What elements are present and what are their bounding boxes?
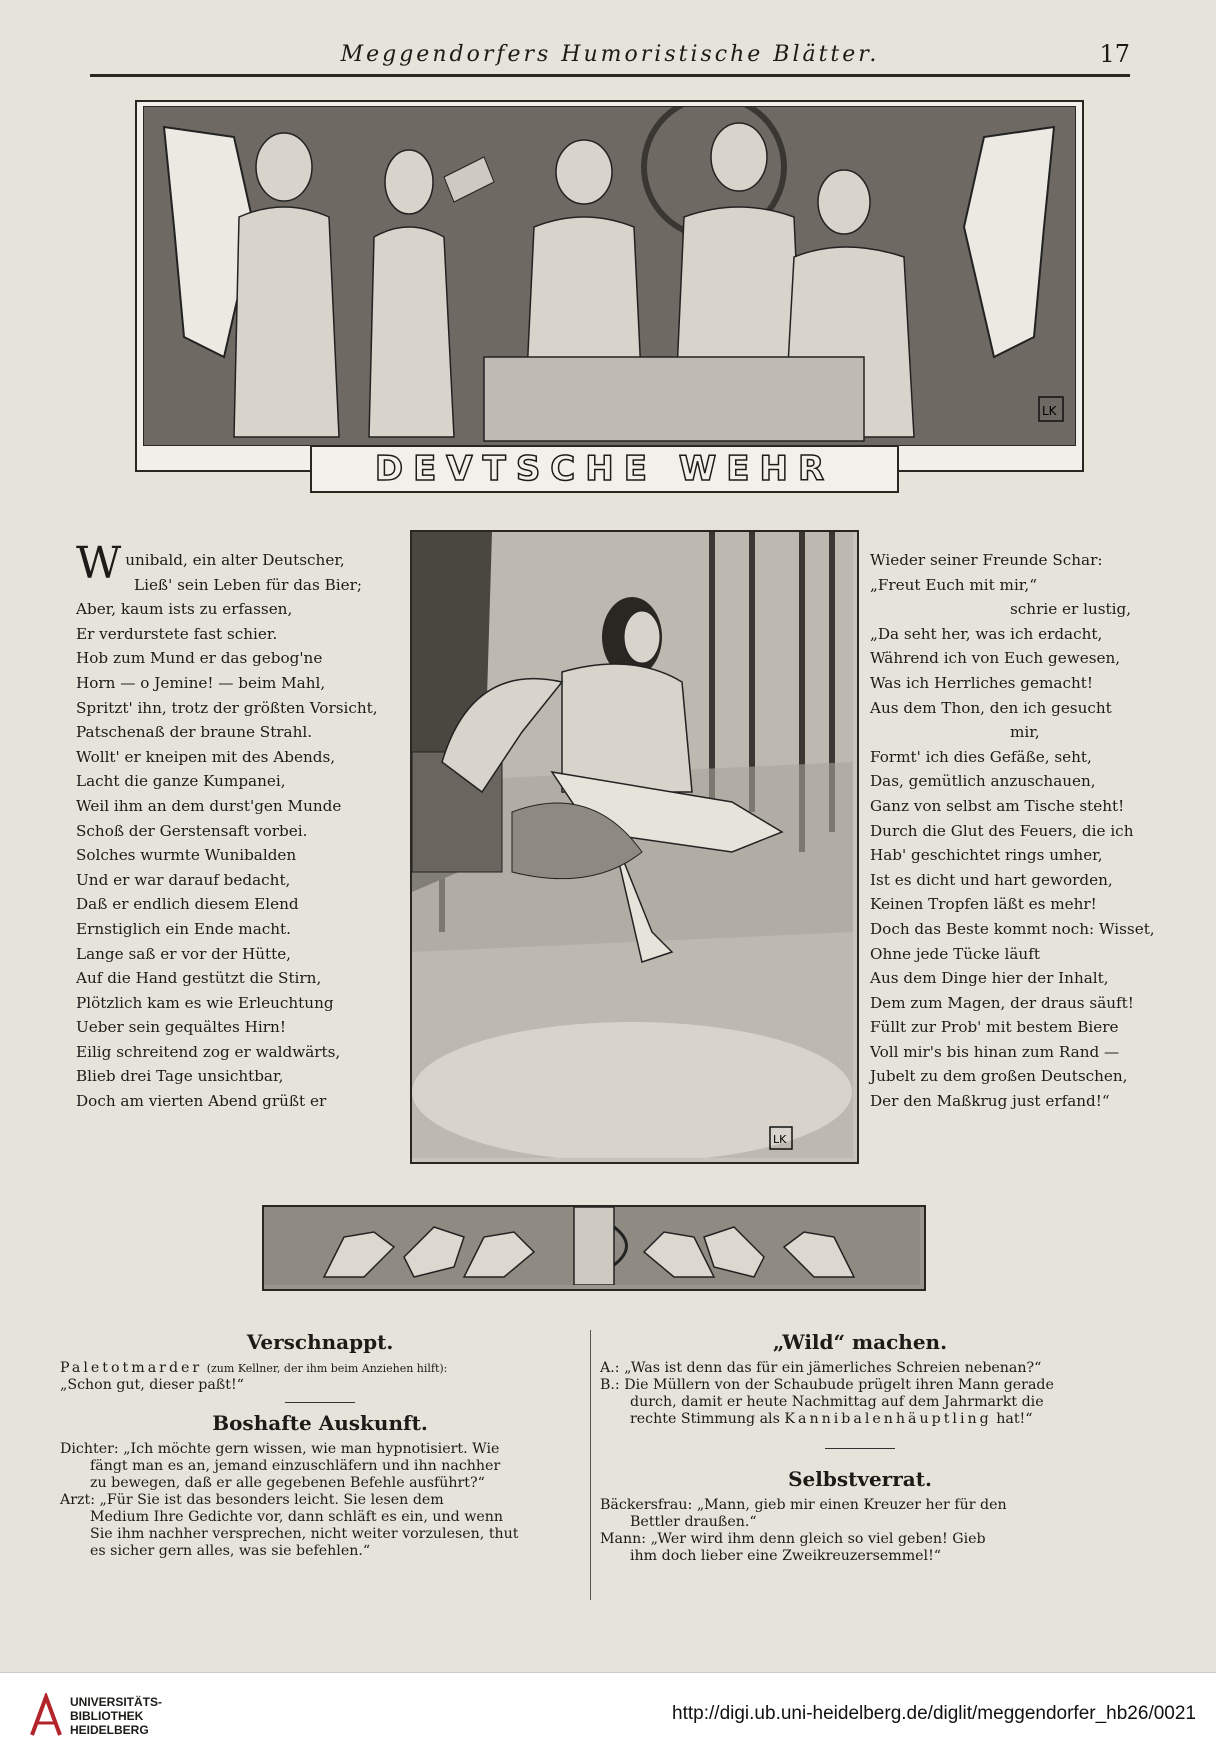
- title-plate: [310, 445, 899, 493]
- poem-line: Aus dem Dinge hier der Inhalt,: [870, 969, 1109, 988]
- poem-line: Spritzt' ihn, trotz der größten Vorsicht,: [76, 698, 378, 717]
- poem-line: Jubelt zu dem großen Deutschen,: [870, 1067, 1128, 1086]
- column-divider: [590, 1330, 591, 1600]
- poem-line: Ernstiglich ein Ende macht.: [76, 919, 291, 938]
- poem-line: Wollt' er kneipen mit des Abends,: [76, 747, 336, 766]
- poem-line: Voll mir's bis hinan zum Rand —: [870, 1042, 1120, 1061]
- divider: [285, 1402, 355, 1403]
- hands-mug-vignette: [262, 1205, 926, 1291]
- banner-illustration: [135, 100, 1084, 472]
- poem-line: Hob zum Mund er das gebog'ne: [76, 649, 323, 668]
- poem-line: Der den Maßkrug just erfand!“: [870, 1092, 1110, 1111]
- poem-line: Während ich von Euch gewesen,: [870, 649, 1121, 668]
- header-rule: [90, 74, 1130, 77]
- poem-line: Er verdurstete fast schier.: [76, 624, 278, 643]
- jokes-column-right: [600, 1330, 1120, 1565]
- poem-line: Durch die Glut des Feuers, die ich: [870, 821, 1134, 840]
- page-number: 17: [1099, 40, 1130, 68]
- poem-line: Daß er endlich diesem Elend: [76, 895, 299, 914]
- poem-line: Blieb drei Tage unsichtbar,: [76, 1067, 284, 1086]
- poem-line: Schoß der Gerstensaft vorbei.: [76, 821, 308, 840]
- poem-line: „Da seht her, was ich erdacht,: [870, 624, 1103, 643]
- poem-line: Doch am vierten Abend grüßt er: [76, 1092, 327, 1111]
- drinking-men-illustration: [144, 107, 1075, 445]
- poem-line: Lange saß er vor der Hütte,: [76, 944, 292, 963]
- banner-monogram: LK: [1042, 404, 1057, 418]
- joke-selbstverrat: Bäckersfrau: „Mann, gieb mir einen Kreuzer her für den Bettler draußen.“ Mann: „Wer wird ihm denn gleich so viel geben! Gieb ihm doch lieber eine Zweikreuzersemmel!“: [600, 1497, 1007, 1564]
- thinking-man-illustration: [412, 532, 853, 1158]
- library-logo-icon: [28, 1693, 64, 1739]
- header-title: Meggendorfers Humoristische Blätter.: [340, 42, 880, 67]
- poem-line: Patschenaß der braune Strahl.: [76, 723, 313, 742]
- poem-line: Ganz von selbst am Tische steht!: [870, 796, 1125, 815]
- joke-boshafte: Dichter: „Ich möchte gern wissen, wie man hypnotisiert. Wie fängt man es an, jemand einzuschläfern und ihn nachher zu bewegen, daß er alle gegebenen Befehle ausführt?“ Arzt: „Für Sie ist das besonders leicht. Sie lesen dem Medium Ihre Gedichte vor, dann schläft es ein, und wenn Sie ihm nachher versprechen, nicht weiter vorzulesen, thut es sicher gern alles, was sie befehlen.“: [60, 1441, 519, 1559]
- poem-line: Auf die Hand gestützt die Stirn,: [76, 969, 322, 988]
- joke-verschnappt: Paletotmarder (zum Kellner, der ihm beim Anziehen hilft): „Schon gut, dieser paßt!“: [60, 1360, 448, 1393]
- joke-title: „Wild“ machen.: [772, 1330, 948, 1354]
- jokes-column-left: [60, 1330, 580, 1560]
- poem-line: Ließ' sein Leben für das Bier;: [134, 575, 362, 594]
- poem-line: Weil ihm an dem durst'gen Munde: [76, 796, 342, 815]
- poem-line: Aber, kaum ists zu erfassen,: [76, 600, 293, 619]
- joke-title: Verschnappt.: [246, 1330, 394, 1354]
- poem-line: Horn — o Jemine! — beim Mahl,: [76, 673, 326, 692]
- poem-line: Lacht die ganze Kumpanei,: [76, 772, 286, 791]
- poem-line: „Freut Euch mit mir,“: [870, 575, 1037, 594]
- poem-line: Wieder seiner Freunde Schar:: [870, 551, 1103, 569]
- illustration-monogram: LK: [773, 1133, 787, 1146]
- source-url-link[interactable]: http://digi.ub.uni-heidelberg.de/diglit/meggendorfer_hb26/0021: [672, 1703, 1196, 1724]
- poem-line: schrie er lustig,: [1010, 600, 1132, 619]
- joke-wild: A.: „Was ist denn das für ein jämerliches Schreien nebenan?“ B.: Die Müllern von der Schaubude prügelt ihren Mann gerade durch, damit er heute Nachmittag auf dem Jahrmarkt die rechte Stimmung als Kannibalenhäuptling hat!“: [600, 1360, 1054, 1427]
- poem-column-right: [870, 548, 1155, 1114]
- divider: [825, 1448, 895, 1449]
- poem-line: Füllt zur Prob' mit bestem Biere: [870, 1018, 1119, 1037]
- poem-line: Das, gemütlich anzuschauen,: [870, 772, 1096, 791]
- poem-line: Doch das Beste kommt noch: Wisset,: [870, 919, 1155, 938]
- poem-title: DEVTSCHE WEHR: [374, 449, 835, 489]
- poem-line: Eilig schreitend zog er waldwärts,: [76, 1042, 341, 1061]
- poem-line: Ist es dicht und hart geworden,: [870, 870, 1113, 889]
- beer-mug-icon: [574, 1207, 614, 1285]
- poem-line: Was ich Herrliches gemacht!: [870, 673, 1093, 692]
- library-footer: [0, 1672, 1216, 1760]
- hands-illustration: [264, 1207, 920, 1285]
- poem-line: unibald, ein alter Deutscher,: [125, 551, 345, 569]
- center-illustration: [410, 530, 859, 1164]
- poem-line: mir,: [1010, 723, 1040, 742]
- poem-line: Solches wurmte Wunibalden: [76, 846, 297, 865]
- poem-line: Plötzlich kam es wie Erleuchtung: [76, 993, 334, 1012]
- poem-column-left: [76, 538, 406, 1114]
- poem-line: Hab' geschichtet rings umher,: [870, 846, 1103, 865]
- poem-line: Dem zum Magen, der draus säuft!: [870, 993, 1134, 1012]
- banner-artwork: [143, 106, 1076, 446]
- poem-line: Ohne jede Tücke läuft: [870, 944, 1040, 963]
- poem-line: Formt' ich dies Gefäße, seht,: [870, 747, 1092, 766]
- page-header: [90, 38, 1130, 78]
- joke-title: Selbstverrat.: [788, 1467, 932, 1491]
- poem-line: Ueber sein gequältes Hirn!: [76, 1018, 286, 1037]
- poem-line: Und er war darauf bedacht,: [76, 870, 291, 889]
- joke-title: Boshafte Auskunft.: [212, 1411, 428, 1435]
- dropcap: W: [76, 538, 122, 589]
- library-name: UNIVERSITÄTS- BIBLIOTHEK HEIDELBERG: [70, 1695, 163, 1737]
- poem-line: Keinen Tropfen läßt es mehr!: [870, 895, 1097, 914]
- poem-line: Aus dem Thon, den ich gesucht: [870, 698, 1112, 717]
